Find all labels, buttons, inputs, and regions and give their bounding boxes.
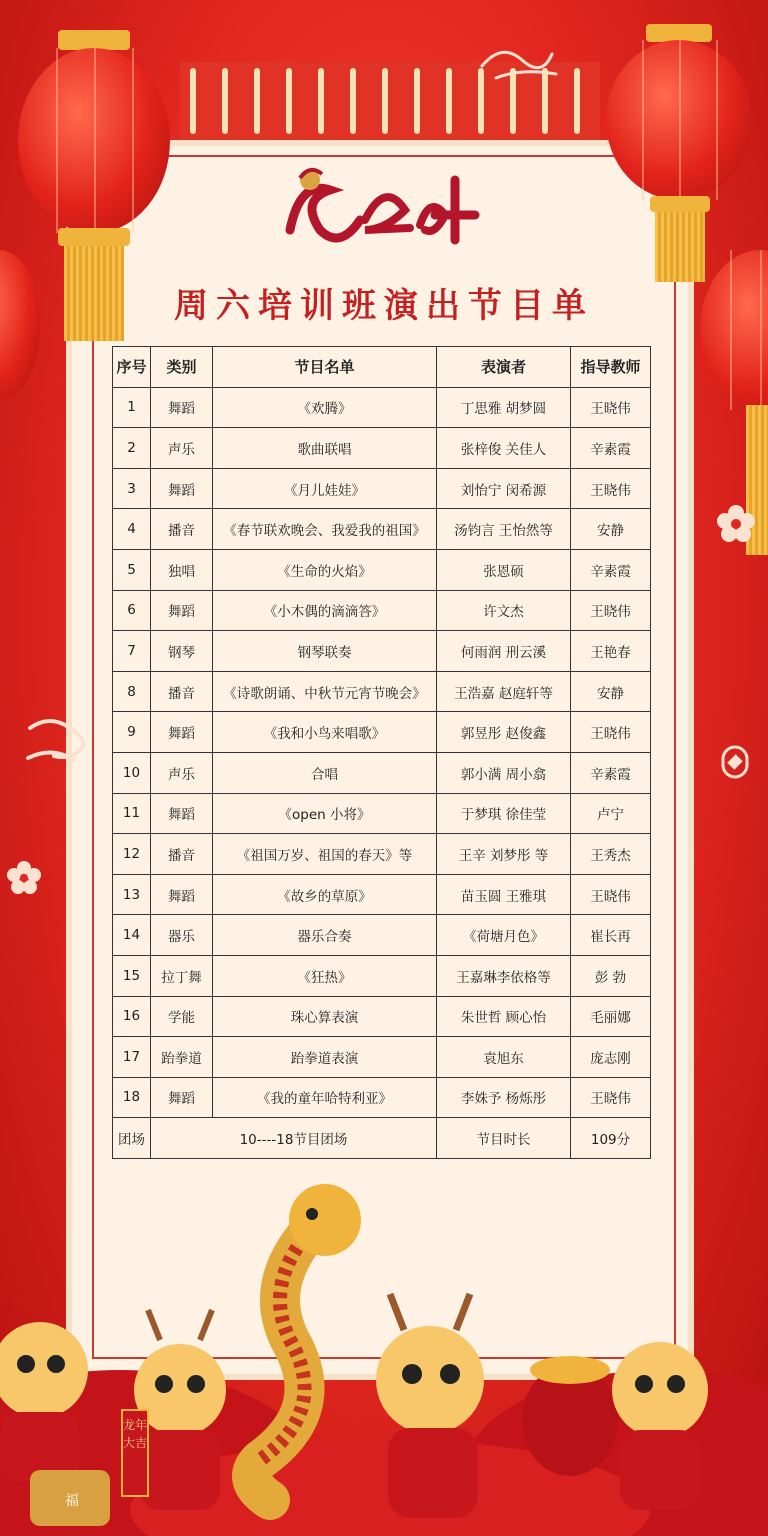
duration-value: 109分	[571, 1118, 651, 1159]
row-performers: 王辛 刘梦彤 等	[437, 834, 571, 875]
row-program: 器乐合奏	[213, 915, 437, 956]
row-teacher: 安静	[571, 509, 651, 550]
row-category: 舞蹈	[151, 387, 213, 428]
row-teacher: 卢宁	[571, 793, 651, 834]
duration-label: 节目时长	[437, 1118, 571, 1159]
row-number: 8	[113, 671, 151, 712]
row-category: 跆拳道	[151, 1037, 213, 1078]
table-row	[113, 1037, 651, 1078]
cartoon-dragon-icon	[0, 1322, 88, 1482]
row-teacher: 辛素霞	[571, 752, 651, 793]
row-program: 合唱	[213, 752, 437, 793]
page-title: 周六培训班演出节目单	[174, 286, 594, 326]
row-performers: 丁思雅 胡梦圆	[437, 387, 571, 428]
row-performers: 王浩嘉 赵庭轩等	[437, 671, 571, 712]
row-category: 舞蹈	[151, 468, 213, 509]
row-teacher: 王晓伟	[571, 712, 651, 753]
row-number: 3	[113, 468, 151, 509]
row-teacher: 王晓伟	[571, 1077, 651, 1118]
row-number: 18	[113, 1077, 151, 1118]
row-number: 10	[113, 752, 151, 793]
table-row	[113, 874, 651, 915]
row-category: 学能	[151, 996, 213, 1037]
table-row	[113, 671, 651, 712]
row-program: 跆拳道表演	[213, 1037, 437, 1078]
scroll-text: 龙年大吉	[122, 1418, 147, 1450]
row-number: 17	[113, 1037, 151, 1078]
row-program: 《小木偶的滴滴答》	[213, 590, 437, 631]
row-number: 16	[113, 996, 151, 1037]
row-program: 《狂热》	[213, 955, 437, 996]
row-teacher: 毛丽娜	[571, 996, 651, 1037]
row-category: 播音	[151, 509, 213, 550]
row-category: 舞蹈	[151, 793, 213, 834]
row-program: 《open 小将》	[213, 793, 437, 834]
row-category: 独唱	[151, 549, 213, 590]
table-row	[113, 752, 651, 793]
row-program: 歌曲联唱	[213, 428, 437, 469]
table-row	[113, 915, 651, 956]
row-category: 钢琴	[151, 631, 213, 672]
column-header: 类别	[151, 347, 213, 388]
row-program: 钢琴联奏	[213, 631, 437, 672]
table-row	[113, 590, 651, 631]
row-teacher: 辛素霞	[571, 428, 651, 469]
row-performers: 汤钧言 王怡然等	[437, 509, 571, 550]
table-row	[113, 793, 651, 834]
table-row	[113, 428, 651, 469]
column-header: 指导教师	[571, 347, 651, 388]
table-row	[113, 549, 651, 590]
plum-flower-icon	[6, 860, 42, 896]
row-number: 12	[113, 834, 151, 875]
row-category: 舞蹈	[151, 712, 213, 753]
row-number: 9	[113, 712, 151, 753]
row-number: 4	[113, 509, 151, 550]
row-teacher: 王艳春	[571, 631, 651, 672]
column-header: 序号	[113, 347, 151, 388]
row-program: 《我的童年哈特利亚》	[213, 1077, 437, 1118]
row-program: 《欢腾》	[213, 387, 437, 428]
row-performers: 张梓俊 关佳人	[437, 428, 571, 469]
table-row	[113, 834, 651, 875]
footer-note: 10----18节目团场	[151, 1118, 437, 1159]
row-number: 5	[113, 549, 151, 590]
row-number: 15	[113, 955, 151, 996]
row-category: 声乐	[151, 752, 213, 793]
row-program: 《月儿娃娃》	[213, 468, 437, 509]
table-row	[113, 955, 651, 996]
table-row	[113, 468, 651, 509]
row-performers: 张恩硕	[437, 549, 571, 590]
row-category: 拉丁舞	[151, 955, 213, 996]
table-row	[113, 712, 651, 753]
row-teacher: 辛素霞	[571, 549, 651, 590]
cloud-swirl-icon	[20, 708, 90, 788]
program-table	[112, 346, 651, 1159]
row-performers: 王嘉琳李依格等	[437, 955, 571, 996]
column-header: 节目名单	[213, 347, 437, 388]
row-category: 舞蹈	[151, 590, 213, 631]
row-category: 器乐	[151, 915, 213, 956]
row-teacher: 彭 勃	[571, 955, 651, 996]
row-program: 《祖国万岁、祖国的春天》等	[213, 834, 437, 875]
row-number: 2	[113, 428, 151, 469]
row-number: 6	[113, 590, 151, 631]
row-teacher: 安静	[571, 671, 651, 712]
row-performers: 于梦琪 徐佳莹	[437, 793, 571, 834]
row-program: 《故乡的草原》	[213, 874, 437, 915]
table-row	[113, 509, 651, 550]
row-performers: 袁旭东	[437, 1037, 571, 1078]
plum-flower-icon	[716, 504, 756, 544]
row-number: 14	[113, 915, 151, 956]
drum-text: 福	[65, 1493, 79, 1509]
row-category: 声乐	[151, 428, 213, 469]
row-category: 播音	[151, 671, 213, 712]
row-category: 舞蹈	[151, 874, 213, 915]
row-program: 《我和小鸟来唱歌》	[213, 712, 437, 753]
row-teacher: 王秀杰	[571, 834, 651, 875]
table-footer-row	[113, 1118, 651, 1159]
table-row	[113, 1077, 651, 1118]
row-teacher: 王晓伟	[571, 468, 651, 509]
row-program: 珠心算表演	[213, 996, 437, 1037]
row-teacher: 崔长再	[571, 915, 651, 956]
table-row	[113, 631, 651, 672]
row-program: 《春节联欢晚会、我爱我的祖国》	[213, 509, 437, 550]
row-performers: 苗玉圆 王雅琪	[437, 874, 571, 915]
row-teacher: 庞志刚	[571, 1037, 651, 1078]
row-performers: 李姝予 杨烁彤	[437, 1077, 571, 1118]
row-performers: 刘怡宁 闵希源	[437, 468, 571, 509]
row-teacher: 王晓伟	[571, 387, 651, 428]
row-number: 1	[113, 387, 151, 428]
row-program: 《生命的火焰》	[213, 549, 437, 590]
row-performers: 何雨润 刑云溪	[437, 631, 571, 672]
row-performers: 郭昱彤 赵俊鑫	[437, 712, 571, 753]
row-performers: 郭小满 周小翕	[437, 752, 571, 793]
footer-label: 团场	[113, 1118, 151, 1159]
row-category: 舞蹈	[151, 1077, 213, 1118]
row-number: 13	[113, 874, 151, 915]
coin-ornament-icon	[720, 744, 750, 780]
row-number: 11	[113, 793, 151, 834]
table-header-row	[113, 347, 651, 388]
row-number: 7	[113, 631, 151, 672]
row-performers: 许文杰	[437, 590, 571, 631]
row-performers: 《荷塘月色》	[437, 915, 571, 956]
row-teacher: 王晓伟	[571, 590, 651, 631]
year-2024-logo-icon	[270, 160, 500, 255]
column-header: 表演者	[437, 347, 571, 388]
cloud-swirl-icon	[476, 36, 566, 86]
table-row	[113, 996, 651, 1037]
dragon-celebration-illustration	[0, 1180, 768, 1536]
table-row	[113, 387, 651, 428]
row-performers: 朱世哲 顾心怡	[437, 996, 571, 1037]
row-program: 《诗歌朗诵、中秋节元宵节晚会》	[213, 671, 437, 712]
row-category: 播音	[151, 834, 213, 875]
row-teacher: 王晓伟	[571, 874, 651, 915]
